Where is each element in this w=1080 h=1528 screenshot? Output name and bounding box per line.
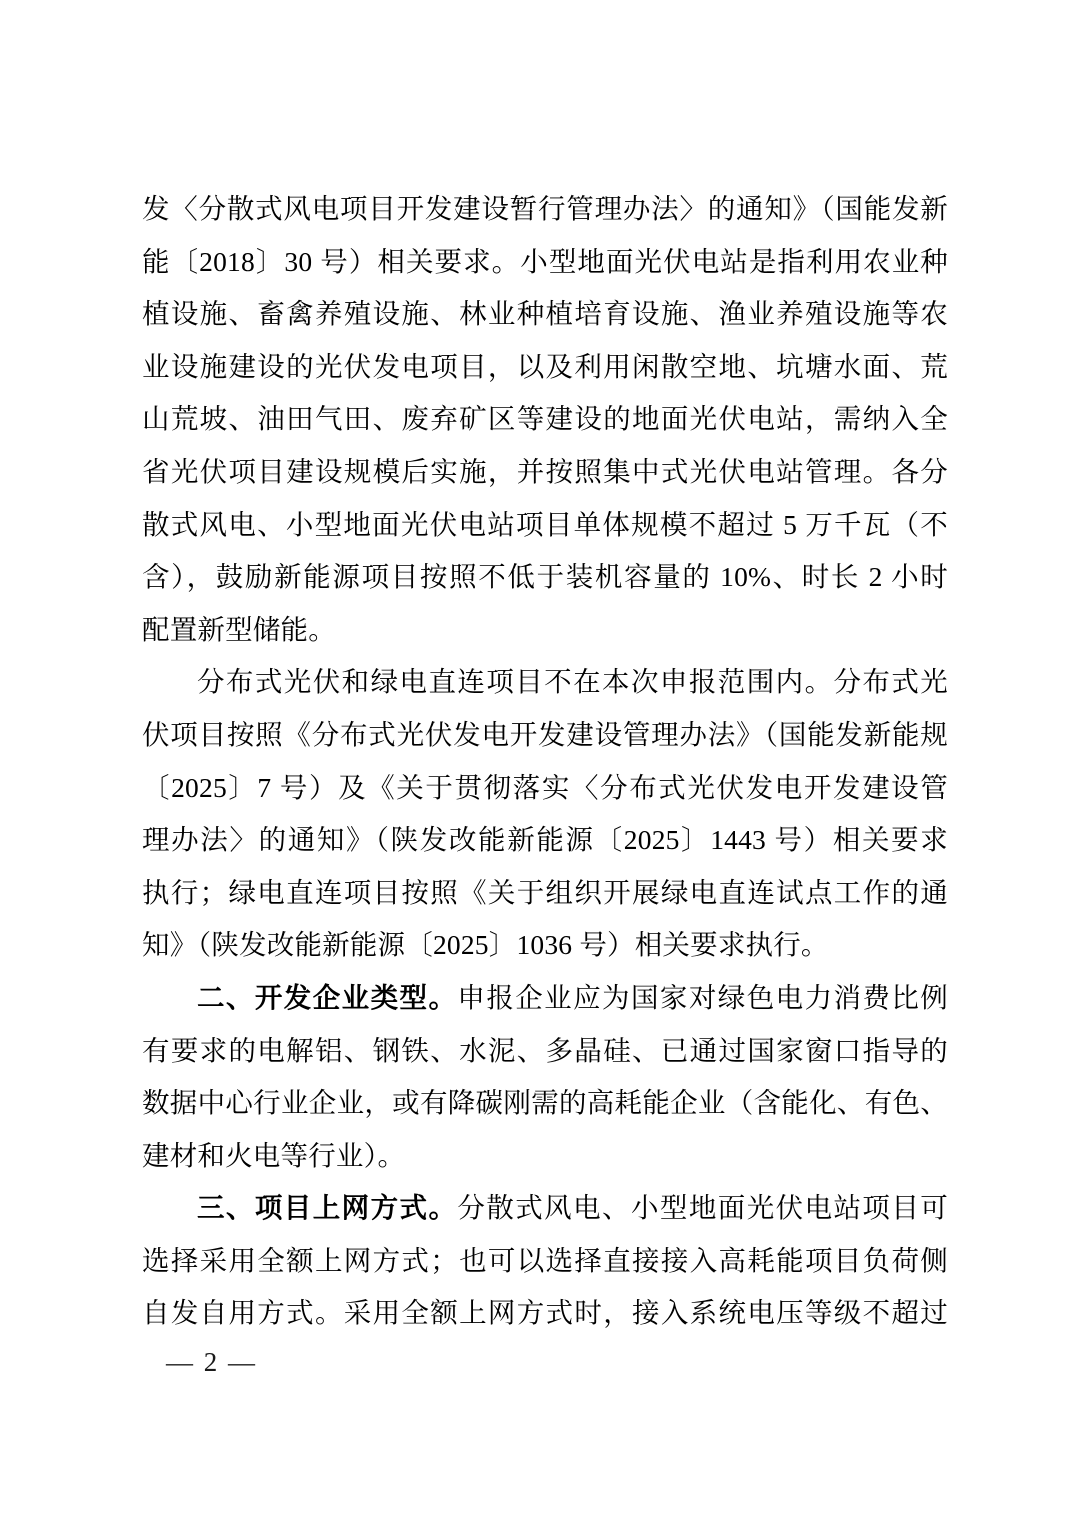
body-line: 散式风电、小型地面光伏电站项目单体规模不超过 5 万千瓦（不 — [142, 508, 948, 540]
body-line: 建材和火电等行业）。 — [142, 1139, 406, 1171]
body-line: 分布式光伏和绿电直连项目不在本次申报范围内。分布式光 — [197, 666, 948, 698]
body-line: 含），鼓励新能源项目按照不低于装机容量的 10%、时长 2 小时 — [142, 561, 948, 593]
line-text: 申报企业应为国家对绿色电力消费比例 — [457, 981, 948, 1013]
body-line: 知》（陕发改能新能源〔2025〕1036 号）相关要求执行。 — [142, 929, 829, 961]
body-line: 〔2025〕7 号）及《关于贯彻落实〈分布式光伏发电开发建设管 — [142, 771, 948, 803]
body-line: 执行；绿电直连项目按照《关于组织开展绿电直连试点工作的通 — [142, 876, 948, 908]
body-line: 自发自用方式。采用全额上网方式时，接入系统电压等级不超过 — [142, 1297, 948, 1329]
body-line: 配置新型储能。 — [142, 613, 336, 645]
line-text: 分散式风电、小型地面光伏电站项目可 — [457, 1192, 948, 1224]
document-body — [142, 183, 948, 1340]
body-line: 山荒坡、油田气田、废弃矿区等建设的地面光伏电站，需纳入全 — [142, 403, 948, 435]
body-line: 省光伏项目建设规模后实施，并按照集中式光伏电站管理。各分 — [142, 455, 948, 487]
body-line — [142, 972, 948, 1025]
body-line: 业设施建设的光伏发电项目，以及利用闲散空地、坑塘水面、荒 — [142, 350, 948, 382]
body-line: 理办法〉的通知》（陕发改能新能源〔2025〕1443 号）相关要求 — [142, 824, 948, 856]
body-line: 植设施、畜禽养殖设施、林业种植培育设施、渔业养殖设施等农 — [142, 298, 948, 330]
body-line: 选择采用全额上网方式；也可以选择直接接入高耗能项目负荷侧 — [142, 1244, 948, 1276]
body-line: 伏项目按照《分布式光伏发电开发建设管理办法》（国能发新能规 — [142, 718, 948, 750]
body-line: 数据中心行业企业，或有降碳刚需的高耗能企业（含能化、有色、 — [142, 1087, 948, 1119]
body-line: 能〔2018〕30 号）相关要求。小型地面光伏电站是指利用农业种 — [142, 245, 948, 277]
section-heading: 二、开发企业类型。 — [197, 981, 458, 1013]
body-line: 发〈分散式风电项目开发建设暂行管理办法〉的通知》（国能发新 — [142, 193, 948, 224]
page-number: — 2 — — [166, 1347, 257, 1377]
body-line: 有要求的电解铝、钢铁、水泥、多晶硅、已通过国家窗口指导的 — [142, 1034, 948, 1066]
section-heading: 三、项目上网方式。 — [197, 1192, 458, 1224]
body-line — [142, 1182, 948, 1235]
